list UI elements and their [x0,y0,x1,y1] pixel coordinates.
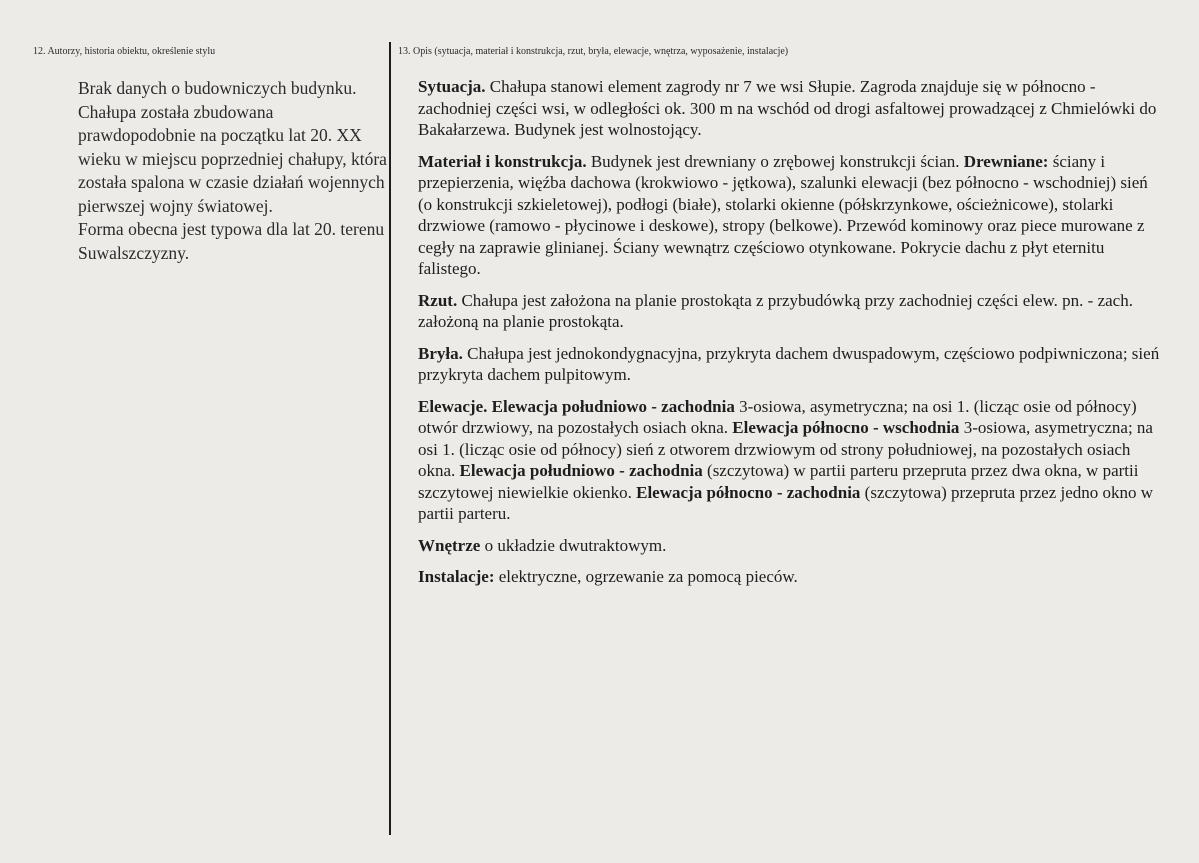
mass-heading: Bryła. [418,343,463,363]
authors-history-text [78,77,388,265]
situation-text: Chałupa stanowi element zagrody nr 7 we wsi Słupie. Zagroda znajduje się w północno - zachodniej części wsi, w odległości ok. 300 m na wschód od drogi asfaltowej prowadzącej z Chmielówki do Bakałarzewa. Budynek jest wolnostojący. [418,77,1157,139]
elevations-paragraph [418,396,1163,525]
elevation-sw-gable-label: Elewacja południowo - zachodnia [459,461,703,480]
section-13-header: 13. Opis (sytuacja, materiał i konstrukcja, rzut, bryła, elewacje, wnętrza, wyposażenie, instalacje) [398,46,789,57]
plan-text: Chałupa jest założona na planie prostokąta z przybudówką przy zachodniej części elew. pn. - zach. założoną na planie prostokąta. [418,290,1133,331]
elevation-sw-text: 3-osiowa, asymetryczna; na osi 1. (licząc osie od północy) otwór drzwiowy, na pozostałych osiach okna. [418,396,1137,437]
material-text: Budynek jest drewniany o zrębowej konstrukcji ścian. [586,151,964,171]
situation-paragraph [418,76,1163,141]
elevations-heading: Elewacje. [418,396,488,416]
mass-text: Chałupa jest jednokondygnacyjna, przykryta dachem dwuspadowym, częściowo podpiwniczona; sień przykryta dachem pulpitowym. [418,343,1160,384]
history-paragraph: Brak danych o budowniczych budynku. Chałupa została zbudowana prawdopodobnie na początku lat 20. XX wieku w miejscu poprzedniej chałupy, która została spalona w czasie działań wojennych pierwszej wojny światowej. [78,78,387,216]
elevation-ne-text: 3-osiowa, asymetryczna; na osi 1. (licząc osie od północy) sień z otworem drzwiowym od strony południowej, na pozostałych osiach okna. [418,418,1153,480]
elevation-nw-label: Elewacja północno - zachodnia [636,482,861,502]
situation-heading: Sytuacja. [418,77,486,96]
plan-heading: Rzut. [418,290,458,310]
plan-paragraph [418,290,1163,333]
style-paragraph: Forma obecna jest typowa dla lat 20. terenu Suwalszczyzny. [78,219,385,263]
material-heading: Materiał i konstrukcja. [418,151,587,171]
section-12-header: 12. Autorzy, historia obiektu, określenie stylu [33,46,216,57]
material-paragraph [418,151,1163,280]
elevation-sw-gable-text: (szczytowa) w partii parteru przepruta przez dwa okna, w partii szczytowej niewielkie okienko. [418,461,1139,502]
elevation-ne-label: Elewacja północno - wschodnia [732,418,960,437]
elevation-sw-label: Elewacja południowo - zachodnia [487,396,735,416]
column-divider [389,42,391,835]
elevation-nw-text: (szczytowa) przepruta przez jedno okno w partii parteru. [418,482,1154,523]
interior-heading: Wnętrze [418,535,481,555]
wooden-elements-text: ściany i przepierzenia, więźba dachowa (krokwiowo - jętkowa), szalunki elewacji (bez północno - wschodniej) sień (o konstrukcji szkieletowej), podłogi (białe), stolarki okienne (półskrzynkowe, ościeżnicowe), stolarki drzwiowe (ramowo - płycinowe i deskowe), stropy (belkowe). Przewód kominowy oraz piece murowane z cegły na zaprawie glinianej. Ściany wewnątrz częściowo otynkowane. Pokrycie dachu z płyt eternitu falistego. [418,151,1148,278]
interior-text: o układzie dwutraktowym. [480,535,667,555]
mass-paragraph [418,343,1163,386]
installations-paragraph [418,566,1163,588]
description-text [418,76,1163,598]
installations-heading: Instalacje: [418,567,495,586]
installations-text: elektryczne, ogrzewanie za pomocą pieców. [494,567,798,586]
interior-paragraph [418,535,1163,557]
wooden-elements-label: Drewniane: [963,151,1049,171]
